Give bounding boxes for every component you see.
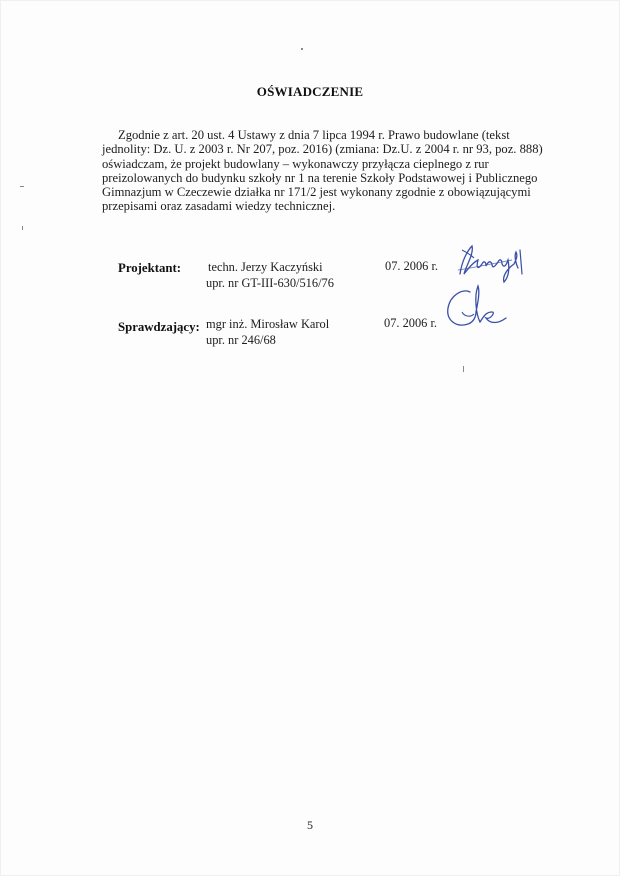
reviewer-date: 07. 2006 r. xyxy=(384,316,438,330)
statement-line: jednolity: Dz. U. z 2003 r. Nr 207, poz. 2016) (zmiana: Dz.U. z 2004 r. nr 93, poz. 888) xyxy=(102,142,543,157)
reviewer-license: upr. nr 246/68 xyxy=(206,333,276,347)
designer-block xyxy=(206,259,334,291)
designer-license: upr. nr GT-III-630/516/76 xyxy=(206,276,334,290)
designer-date: 07. 2006 r. xyxy=(385,259,439,273)
reviewer-name: mgr inż. Mirosław Karol xyxy=(206,317,330,331)
scan-speck xyxy=(463,366,464,372)
statement-line: Zgodnie z art. 20 ust. 4 Ustawy z dnia 7 lipca 1994 r. Prawo budowlane (tekst xyxy=(118,128,510,142)
statement-paragraph xyxy=(102,128,558,214)
page-number: 5 xyxy=(307,818,313,832)
statement-line: oświadczam, że projekt budowlany – wykonawczy przyłącza cieplnego z rur xyxy=(102,156,489,171)
reviewer-label: Sprawdzający: xyxy=(118,320,200,334)
scan-speck xyxy=(20,186,24,187)
statement-line: przepisami oraz zasadami wiedzy technicznej. xyxy=(102,199,336,214)
designer-signature xyxy=(452,240,534,286)
designer-label: Projektant: xyxy=(118,261,182,275)
designer-name: techn. Jerzy Kaczyński xyxy=(208,260,323,274)
scan-speck xyxy=(301,48,303,50)
scan-speck xyxy=(22,226,23,230)
document-title: OŚWIADCZENIE xyxy=(256,84,364,99)
reviewer-block xyxy=(206,316,329,348)
statement-line: preizolowanych do budynku szkoły nr 1 na terenie Szkoły Podstawowej i Publicznego xyxy=(102,170,538,185)
statement-line: Gimnazjum w Czeczewie działka nr 171/2 jest wykonany zgodnie z obowiązującymi xyxy=(102,185,531,200)
reviewer-signature xyxy=(440,282,520,332)
